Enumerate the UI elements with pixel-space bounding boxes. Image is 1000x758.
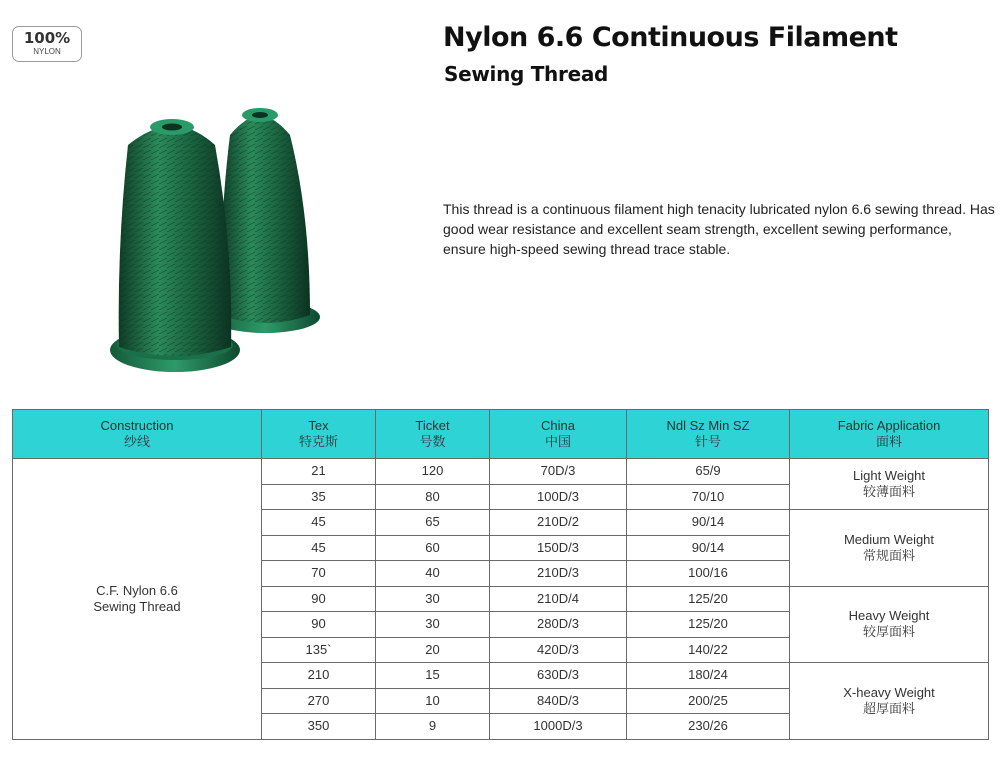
table-row (13, 459, 989, 485)
needle-cell: 230/26 (627, 714, 790, 740)
needle-cell: 180/24 (627, 663, 790, 689)
needle-cell: 140/22 (627, 637, 790, 663)
ticket-cell: 40 (376, 561, 490, 587)
tex-cell: 90 (262, 612, 376, 638)
china-cell: 630D/3 (490, 663, 627, 689)
tex-cell: 270 (262, 688, 376, 714)
ticket-cell: 20 (376, 637, 490, 663)
china-cell: 210D/4 (490, 586, 627, 612)
ticket-cell: 65 (376, 510, 490, 536)
ticket-cell: 30 (376, 612, 490, 638)
china-cell: 100D/3 (490, 484, 627, 510)
construction-cell: C.F. Nylon 6.6 Sewing Thread (13, 459, 262, 740)
ticket-cell: 10 (376, 688, 490, 714)
tex-cell: 135` (262, 637, 376, 663)
spec-table (12, 409, 989, 740)
needle-cell: 65/9 (627, 459, 790, 485)
needle-cell: 70/10 (627, 484, 790, 510)
tex-cell: 70 (262, 561, 376, 587)
nylon-badge (12, 26, 82, 62)
ticket-cell: 9 (376, 714, 490, 740)
needle-cell: 200/25 (627, 688, 790, 714)
application-cell-medium: Medium Weight 常规面料 (790, 510, 989, 587)
column-header-ticket: Ticket 号数 (376, 410, 490, 459)
needle-cell: 125/20 (627, 586, 790, 612)
page-subtitle: Sewing Thread (444, 62, 609, 86)
tex-cell: 350 (262, 714, 376, 740)
tex-cell: 35 (262, 484, 376, 510)
table-header-row (13, 410, 989, 459)
ticket-cell: 60 (376, 535, 490, 561)
ticket-cell: 120 (376, 459, 490, 485)
application-cell-light: Light Weight 较薄面料 (790, 459, 989, 510)
china-cell: 150D/3 (490, 535, 627, 561)
needle-cell: 90/14 (627, 510, 790, 536)
needle-cell: 90/14 (627, 535, 790, 561)
tex-cell: 45 (262, 510, 376, 536)
ticket-cell: 15 (376, 663, 490, 689)
thread-cones-image (95, 95, 345, 385)
column-header-fabric-application: Fabric Application 面料 (790, 410, 989, 459)
application-cell-x-heavy: X-heavy Weight 超厚面料 (790, 663, 989, 740)
china-cell: 70D/3 (490, 459, 627, 485)
china-cell: 210D/2 (490, 510, 627, 536)
product-description: This thread is a continuous filament high tenacity lubricated nylon 6.6 sewing thread. Has good wear resistance and excellent seam strength, excellent sewing performance, ensure high-speed sewing thread trace stable. (443, 201, 995, 257)
china-cell: 840D/3 (490, 688, 627, 714)
china-cell: 280D/3 (490, 612, 627, 638)
ticket-cell: 80 (376, 484, 490, 510)
badge-material: NYLON (33, 47, 61, 56)
application-cell-heavy: Heavy Weight 较厚面料 (790, 586, 989, 663)
badge-percent: 100% (23, 29, 71, 47)
ticket-cell: 30 (376, 586, 490, 612)
column-header-tex: Tex 特克斯 (262, 410, 376, 459)
china-cell: 1000D/3 (490, 714, 627, 740)
tex-cell: 90 (262, 586, 376, 612)
tex-cell: 21 (262, 459, 376, 485)
tex-cell: 45 (262, 535, 376, 561)
needle-cell: 125/20 (627, 612, 790, 638)
page-title: Nylon 6.6 Continuous Filament (443, 22, 898, 53)
china-cell: 210D/3 (490, 561, 627, 587)
china-cell: 420D/3 (490, 637, 627, 663)
column-header-needle-size: Ndl Sz Min SZ 针号 (627, 410, 790, 459)
needle-cell: 100/16 (627, 561, 790, 587)
column-header-construction: Construction 纱线 (13, 410, 262, 459)
column-header-china: China 中国 (490, 410, 627, 459)
tex-cell: 210 (262, 663, 376, 689)
